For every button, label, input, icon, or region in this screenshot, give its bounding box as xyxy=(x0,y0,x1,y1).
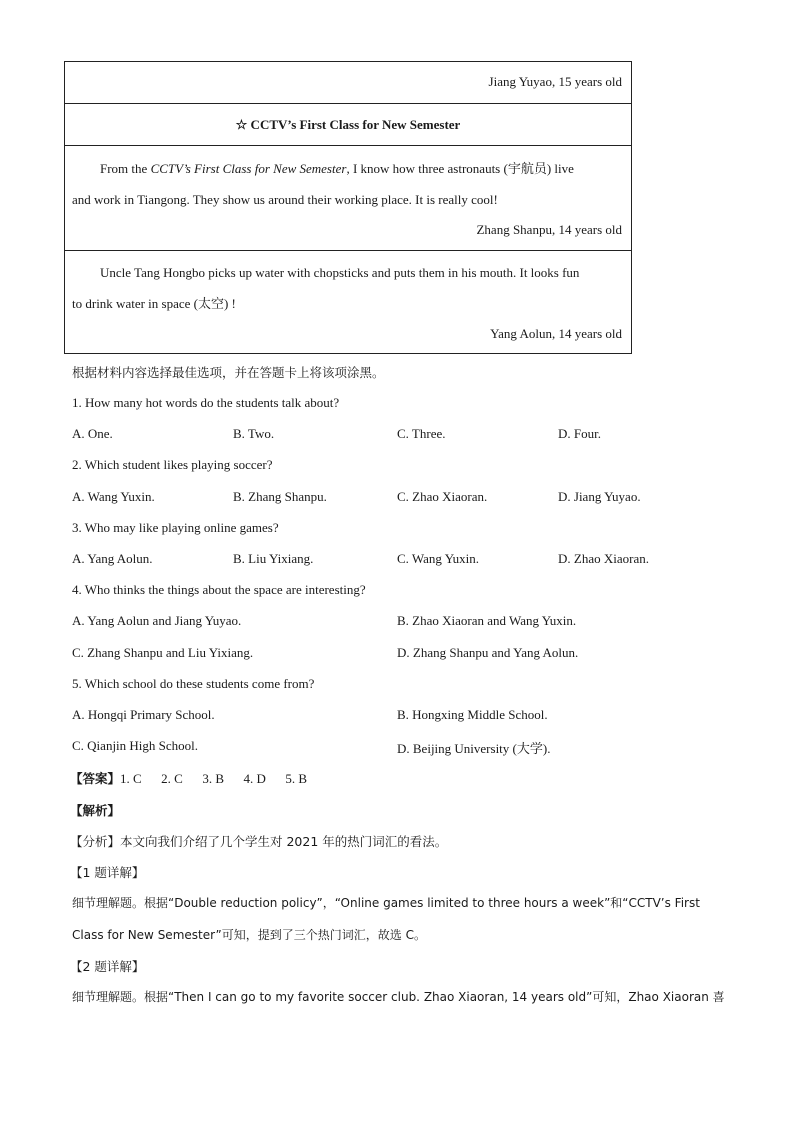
text-span: , I know how three astronauts (宇航员) live xyxy=(346,161,574,176)
option-4b: B. Zhao Xiaoran and Wang Yuxin. xyxy=(397,613,577,628)
option-5d: D. Beijing University (大学). xyxy=(397,741,551,756)
answer-line xyxy=(70,769,307,787)
option-4a: A. Yang Aolun and Jiang Yuyao. xyxy=(72,613,242,628)
option-2c: C. Zhao Xiaoran. xyxy=(397,489,488,504)
program-title-italic: CCTV’s First Class for New Semester xyxy=(150,161,347,176)
paragraph-line xyxy=(72,153,622,184)
option-1a: A. One. xyxy=(72,426,113,441)
q2-heading: 【2 题详解】 xyxy=(70,959,145,974)
analysis-label: 【解析】 xyxy=(70,803,121,818)
option-3d: D. Zhao Xiaoran. xyxy=(558,551,649,566)
option-2b: B. Zhang Shanpu. xyxy=(233,489,327,504)
answer-label: 【答案】 xyxy=(70,771,121,786)
question-4: 4. Who thinks the things about the space are interesting? xyxy=(72,582,366,597)
option-2d: D. Jiang Yuyao. xyxy=(558,489,641,504)
q1-explanation-line1: 细节理解题。根据“Double reduction policy”，“Online games limited to three hours a week”和“CCTV’s First xyxy=(72,896,700,910)
table-row-title xyxy=(65,104,631,146)
signature-zhang: Zhang Shanpu, 14 years old xyxy=(476,222,622,237)
option-3b: B. Liu Yixiang. xyxy=(233,551,314,566)
option-1b: B. Two. xyxy=(233,426,275,441)
option-1c: C. Three. xyxy=(397,426,446,441)
question-1: 1. How many hot words do the students talk about? xyxy=(72,395,340,410)
option-4d: D. Zhang Shanpu and Yang Aolun. xyxy=(397,645,579,660)
option-3c: C. Wang Yuxin. xyxy=(397,551,480,566)
question-5: 5. Which school do these students come from? xyxy=(72,676,315,691)
text-span: From the xyxy=(100,161,151,176)
paragraph-line: and work in Tiangong. They show us around their working place. It is really cool! xyxy=(72,192,498,207)
question-3: 3. Who may like playing online games? xyxy=(72,520,279,535)
q1-heading: 【1 题详解】 xyxy=(70,865,145,880)
q1-explanation-line2: Class for New Semester”可知，提到了三个热门词汇，故选 C。 xyxy=(72,928,426,942)
passage-table xyxy=(64,61,632,354)
option-5a: A. Hongqi Primary School. xyxy=(72,707,215,722)
option-4c: C. Zhang Shanpu and Liu Yixiang. xyxy=(72,645,254,660)
paragraph-line: to drink water in space (太空) ! xyxy=(72,296,236,311)
instruction: 根据材料内容选择最佳选项，并在答题卡上将该项涂黑。 xyxy=(72,365,385,380)
paragraph-line: Uncle Tang Hongbo picks up water with chopsticks and puts them in his mouth. It looks fun xyxy=(100,265,580,280)
option-1d: D. Four. xyxy=(558,426,601,441)
q2-explanation-line1: 细节理解题。根据“Then I can go to my favorite soccer club. Zhao Xiaoran, 14 years old”可知，Zhao Xiaoran 喜 xyxy=(72,990,725,1004)
signature-jiang: Jiang Yuyao, 15 years old xyxy=(488,74,622,89)
option-5c: C. Qianjin High School. xyxy=(72,738,199,753)
option-5b: B. Hongxing Middle School. xyxy=(397,707,548,722)
question-2: 2. Which student likes playing soccer? xyxy=(72,457,273,472)
table-row-yang xyxy=(65,251,631,353)
section-title: ☆ CCTV’s First Class for New Semester xyxy=(235,117,461,132)
signature-yang: Yang Aolun, 14 years old xyxy=(490,326,622,341)
option-2a: A. Wang Yuxin. xyxy=(72,489,155,504)
analysis-summary: 【分析】本文向我们介绍了几个学生对 2021 年的热门词汇的看法。 xyxy=(70,834,448,849)
table-row-zhang xyxy=(65,146,631,251)
table-row-jiang xyxy=(65,62,631,104)
answer-text: 1. C 2. C 3. B 4. D 5. B xyxy=(120,771,308,786)
option-3a: A. Yang Aolun. xyxy=(72,551,153,566)
